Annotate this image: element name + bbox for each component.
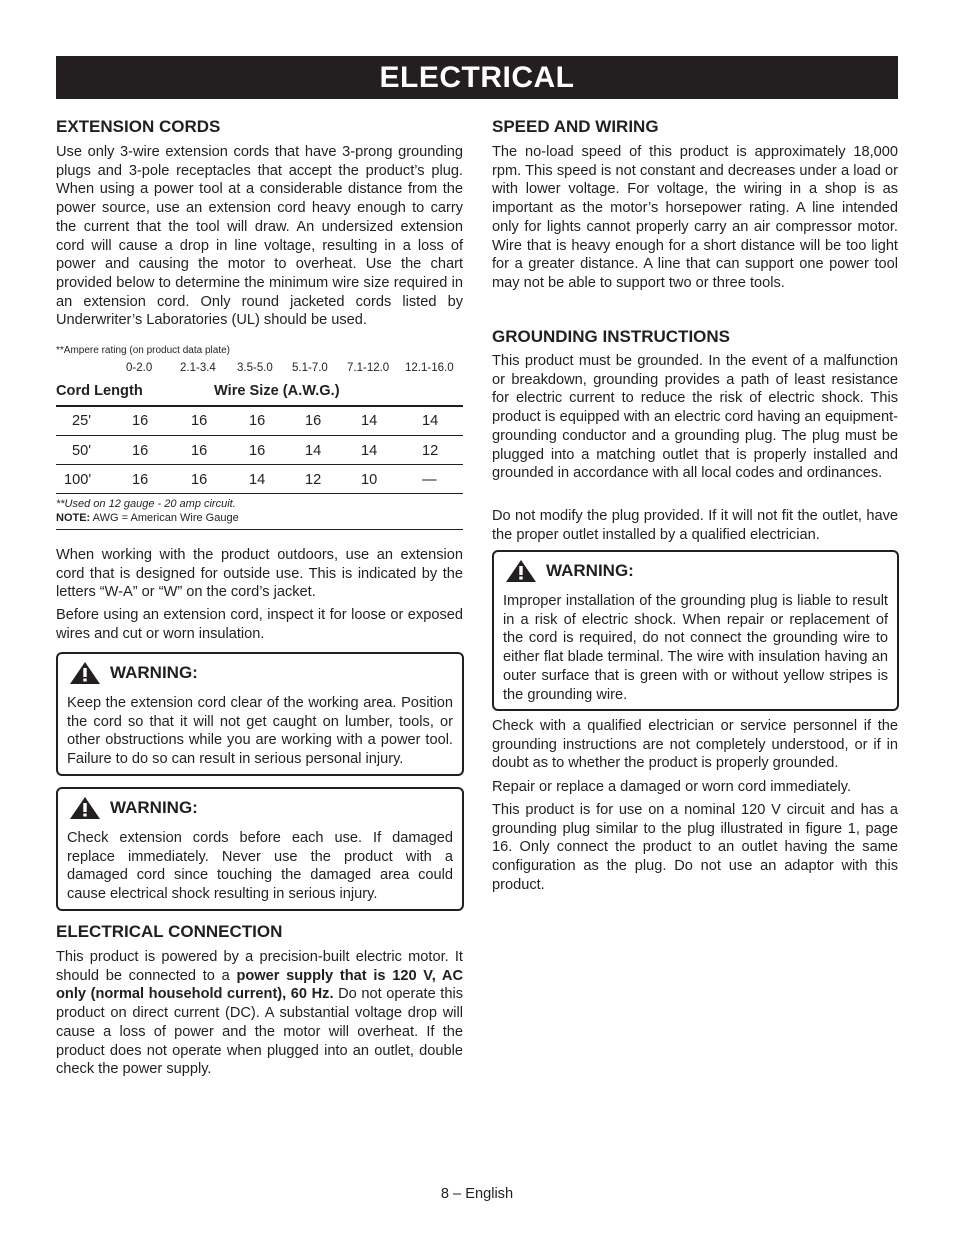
warning-title-row xyxy=(506,560,634,582)
ampere-range: 7.1-12.0 xyxy=(347,362,390,374)
warning-triangle-icon xyxy=(70,797,100,819)
warning-box xyxy=(56,787,464,911)
table-bottom-rule xyxy=(56,529,463,530)
extension-cords-intro: Use only 3-wire extension cords that have 3-prong grounding plugs and 3-pole receptacles that accept the product’s plug. When using a power tool at a considerable distance from the power source, use an extension cord heavy enough to carry the current that the tool will draw. An undersized extension cord will cause a drop in line voltage, resulting in a loss of power and causing the motor to overheat. Use the chart provided below to determine the minimum wire size required in an extension cord. Only round jacketed cords listed by Underwriter’s Laboratories (UL) should be used. xyxy=(56,144,463,329)
warning-text: Improper installation of the grounding plug is liable to result in a risk of electric shock. When repair or replacement of the cord is required, do not connect the grounding wire to either flat blade terminal. The wire with insulation having an outer surface that is green with or without yellow stripes is the grounding wire. xyxy=(503,593,888,703)
ampere-range: 5.1-7.0 xyxy=(292,362,328,374)
ampere-range: 3.5-5.0 xyxy=(237,362,273,374)
inspect-text: Before using an extension cord, inspect it for loose or exposed wires and cut or worn insulation. xyxy=(56,607,463,642)
extension-cords-heading: EXTENSION CORDS xyxy=(56,117,221,136)
table-cell: 16 xyxy=(249,413,266,429)
table-divider xyxy=(56,493,463,494)
warning-title: WARNING: xyxy=(110,798,198,817)
table-cell: 16 xyxy=(249,443,266,459)
cord-length-header: Cord Length xyxy=(56,383,143,399)
ampere-note: **Ampere rating (on product data plate) xyxy=(56,345,230,356)
grounding-heading: GROUNDING INSTRUCTIONS xyxy=(492,327,730,346)
table-cell-length: 50' xyxy=(72,443,92,459)
table-cell: 16 xyxy=(191,443,208,459)
table-cell: 16 xyxy=(305,413,322,429)
warning-title: WARNING: xyxy=(546,561,634,580)
table-cell: 12 xyxy=(305,472,322,488)
table-footnote: **Used on 12 gauge - 20 amp circuit. xyxy=(56,498,236,510)
table-cell-length: 100' xyxy=(64,472,92,488)
table-cell: 14 xyxy=(361,443,378,459)
warning-triangle-icon xyxy=(506,560,536,582)
grounding-text: This product must be grounded. In the event of a malfunction or breakdown, grounding provides a path of least resistance for electric current to reduce the risk of electric shock. This product is equipped with an electric cord having an equipment-grounding conductor and a grounding plug. The plug must be plugged into a matching outlet that is properly installed and grounded in accordance with all local codes and ordinances. xyxy=(492,353,898,482)
warning-title-row xyxy=(70,662,198,684)
table-cell: 16 xyxy=(132,443,149,459)
table-cell: 14 xyxy=(422,413,439,429)
warning-triangle-icon xyxy=(70,662,100,684)
speed-wiring-heading: SPEED AND WIRING xyxy=(492,117,659,136)
note-text: AWG = American Wire Gauge xyxy=(90,512,239,524)
warning-box xyxy=(56,652,464,776)
note-label: NOTE: xyxy=(56,512,91,524)
warning-box xyxy=(492,550,899,711)
warning-title: WARNING: xyxy=(110,663,198,682)
ampere-range: 12.1-16.0 xyxy=(405,362,454,374)
table-cell: 16 xyxy=(132,413,149,429)
table-cell: — xyxy=(422,472,437,488)
table-cell: 14 xyxy=(305,443,322,459)
grounding-text: This product is for use on a nominal 120 V circuit and has a grounding plug similar to the plug illustrated in figure 1, page 16. Only connect the product to an outlet having the same configuration as the plug. Do not use an adaptor with this product. xyxy=(492,802,898,893)
table-cell: 12 xyxy=(422,443,439,459)
wire-size-table xyxy=(56,340,463,531)
page-title: ELECTRICAL xyxy=(56,56,898,99)
table-note xyxy=(56,512,239,524)
table-divider xyxy=(56,405,463,407)
warning-text: Check extension cords before each use. If damaged replace immediately. Never use the product with a damaged cord since touching the damaged area could cause electrical shock resulting in serious injury. xyxy=(67,830,453,903)
warning-text: Keep the extension cord clear of the working area. Position the cord so that it will not get caught on lumber, tools, or other obstructions while you are working with a power tool. Failure to do so can result in serious personal injury. xyxy=(67,695,453,768)
wire-size-header: Wire Size (A.W.G.) xyxy=(214,383,340,399)
ampere-range: 0-2.0 xyxy=(126,362,153,374)
grounding-text: Repair or replace a damaged or worn cord immediately. xyxy=(492,779,852,795)
table-cell: 14 xyxy=(361,413,378,429)
table-cell: 10 xyxy=(361,472,378,488)
grounding-text: Do not modify the plug provided. If it will not fit the outlet, have the proper outlet installed by a qualified electrician. xyxy=(492,508,898,543)
speed-wiring-text: The no-load speed of this product is approximately 18,000 rpm. This speed is not constant and decreases under a load or with lower voltage. For voltage, the wiring in a shop is as important as the motor’s horsepower rating. A line intended only for lights cannot properly carry an air compressor motor. Wire that is heavy enough for a short distance will be too light for a greater distance. A line that can support one power tool may not be able to support two or three tools. xyxy=(492,144,898,291)
ampere-range: 2.1-3.4 xyxy=(180,362,216,374)
electrical-connection-heading: ELECTRICAL CONNECTION xyxy=(56,922,283,941)
table-divider xyxy=(56,435,463,436)
warning-title-row xyxy=(70,797,198,819)
outdoor-text: When working with the product outdoors, use an extension cord that is designed for outside use. This is indicated by the letters “W-A” or “W” on the cord’s jacket. xyxy=(56,547,463,601)
table-divider xyxy=(56,464,463,465)
table-cell: 16 xyxy=(132,472,149,488)
electrical-connection-text xyxy=(56,948,463,1079)
text-span: Do not operate this product on direct current (DC). A substantial voltage drop will cause a loss of power and the motor will overheat. If the product does not operate when plugged into an outlet, double check the power supply. xyxy=(56,986,463,1078)
text-span: This product is powered by a precision-built electric motor. It should be connected to a xyxy=(56,949,463,984)
table-cell: 14 xyxy=(249,472,266,488)
table-cell: 16 xyxy=(191,472,208,488)
table-cell: 16 xyxy=(191,413,208,429)
table-cell-length: 25' xyxy=(72,413,92,429)
page-footer: 8 – English xyxy=(440,1186,514,1202)
grounding-text: Check with a qualified electrician or service personnel if the grounding instructions are not completely understood, or if in doubt as to whether the product is properly grounded. xyxy=(492,718,898,772)
power-supply-spec: power supply that is 120 V, AC only (normal household current), 60 Hz. xyxy=(56,967,463,1003)
